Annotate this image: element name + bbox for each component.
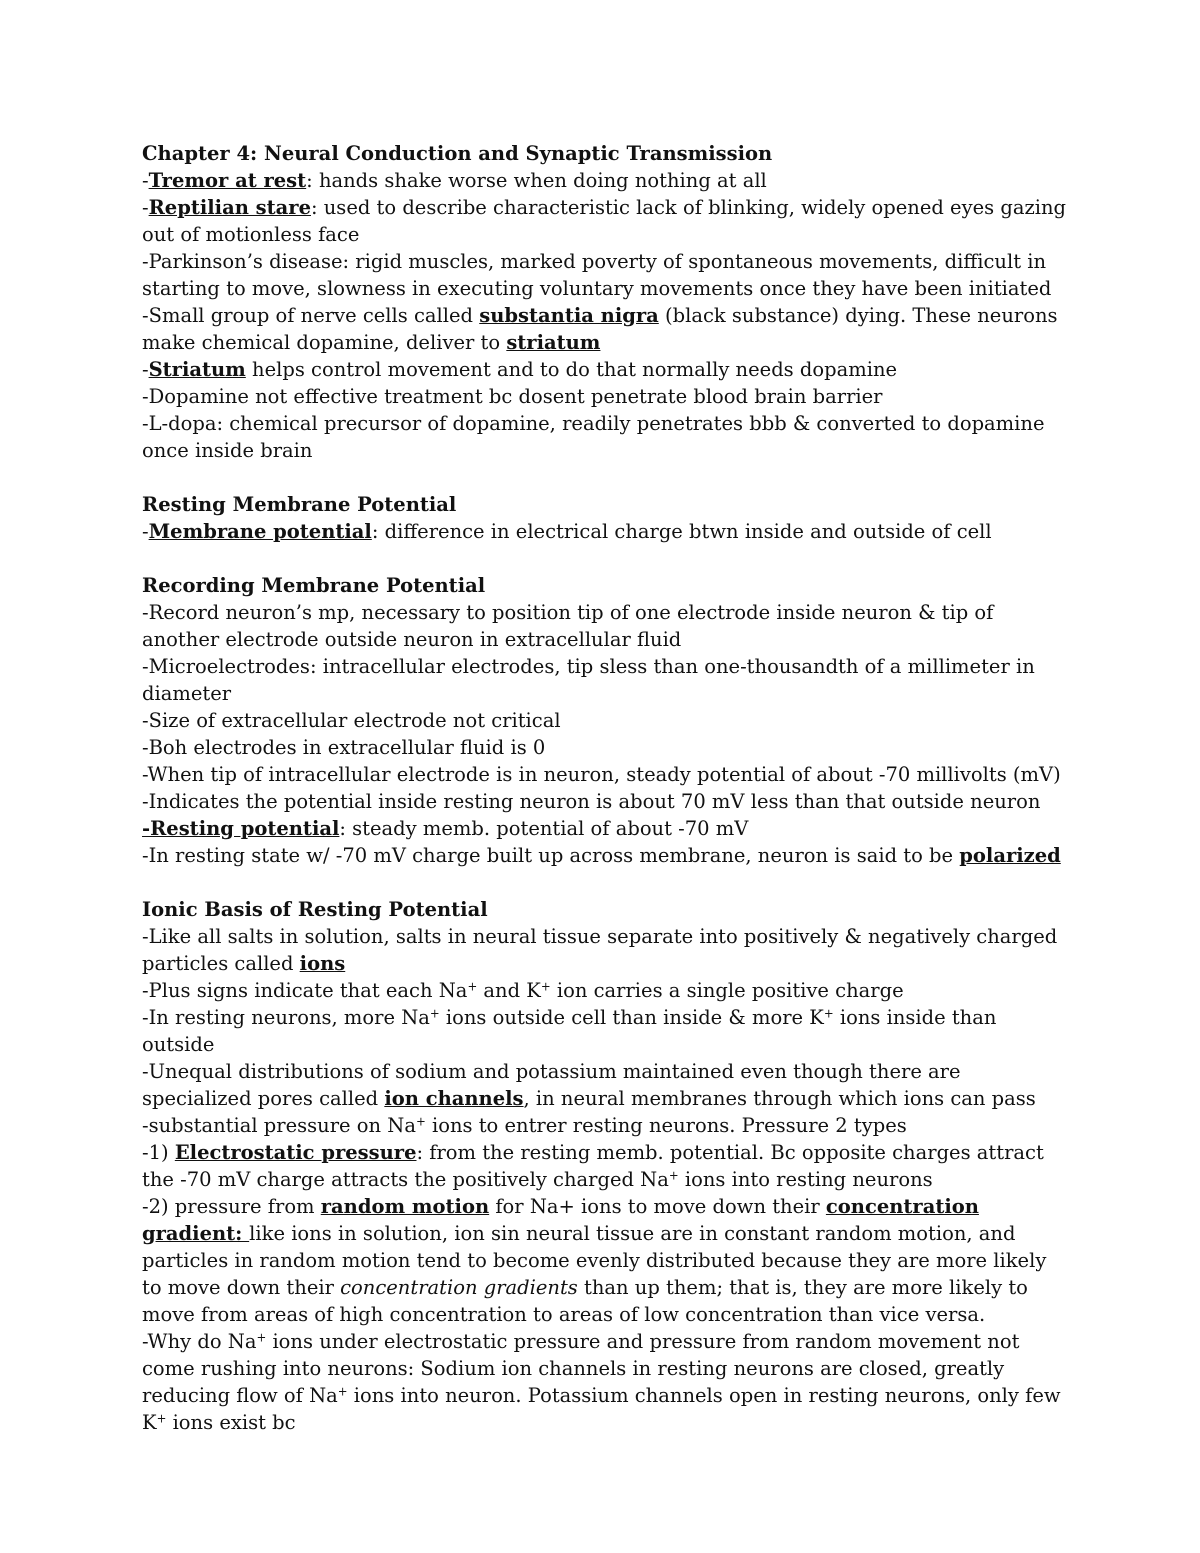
note-line [142, 977, 1072, 1004]
key-term: striatum [506, 331, 601, 354]
note-line [142, 842, 1072, 869]
key-term: Striatum [148, 358, 246, 381]
text-run: -Record neuron’s mp, necessary to position tip of one electrode inside neuron & tip of another electrode outside neuron in extracellular fluid [142, 601, 994, 651]
text-run: : hands shake worse when doing nothing at all [306, 169, 767, 192]
note-line [142, 194, 1072, 248]
text-run: -Parkinson’s disease: rigid muscles, marked poverty of spontaneous movements, difficult in starting to move, slowness in executing voluntary movements once they have been initiated [142, 250, 1052, 300]
text-run: ions exist bc [166, 1411, 296, 1434]
text-run: -In resting state w/ -70 mV charge built up across membrane, neuron is said to be [142, 844, 960, 867]
text-run: -1) [142, 1141, 175, 1164]
section [142, 572, 1072, 869]
key-term: Tremor at rest [148, 169, 307, 192]
superscript-charge: + [337, 1384, 348, 1399]
note-line [142, 599, 1072, 653]
section-heading: Ionic Basis of Resting Potential [142, 898, 488, 921]
text-run: ion carries a single positive charge [550, 979, 904, 1002]
text-run: - [142, 358, 149, 381]
text-run: (black substance) dying. These neurons make chemical dopamine, deliver to [142, 304, 1058, 354]
section [142, 491, 1072, 545]
note-line [142, 815, 1072, 842]
text-run: -Like all salts in solution, salts in neural tissue separate into positively & negatively charged particles called [142, 925, 1058, 975]
italic-text: concentration gradients [340, 1276, 578, 1299]
key-term: substantia nigra [479, 304, 659, 327]
text-run: -Unequal distributions of sodium and potassium maintained even though there are specialized pores called [142, 1060, 961, 1110]
note-line [142, 1193, 1072, 1328]
superscript-charge: + [429, 1006, 440, 1021]
key-term: -Resting potential [142, 817, 340, 840]
text-run: : difference in electrical charge btwn inside and outside of cell [371, 520, 992, 543]
superscript-charge: + [156, 1411, 167, 1426]
text-run: - [142, 196, 149, 219]
text-run: -Boh electrodes in extracellular fluid is 0 [142, 736, 546, 759]
text-run: -Small group of nerve cells called [142, 304, 480, 327]
key-term: Reptilian stare [148, 196, 311, 219]
note-line [142, 356, 1072, 383]
key-term: Electrostatic pressure [174, 1141, 417, 1164]
text-run: , in neural membranes through which ions can pass [523, 1087, 1036, 1110]
text-run: : used to describe characteristic lack of blinking, widely opened eyes gazing out of motionless face [142, 196, 1067, 246]
superscript-charge: + [415, 1114, 426, 1129]
key-term: polarized [959, 844, 1061, 867]
superscript-charge: + [823, 1006, 834, 1021]
note-line [142, 1058, 1072, 1112]
section-heading: Recording Membrane Potential [142, 574, 486, 597]
note-line [142, 248, 1072, 302]
key-term: random motion [320, 1195, 490, 1218]
note-line [142, 788, 1072, 815]
text-run: ions to entrer resting neurons. Pressure 2 types [425, 1114, 907, 1137]
text-run: ions under electrostatic pressure and pressure from random movement not come rushing into neurons: Sodium ion channels in resting neurons are closed, greatly reducing flow of Na [142, 1330, 1020, 1407]
superscript-charge: + [256, 1330, 267, 1345]
text-run: -Plus signs indicate that each Na [142, 979, 468, 1002]
note-line [142, 383, 1072, 410]
text-run: : steady memb. potential of about -70 mV [339, 817, 749, 840]
key-term: concentration gradient: [142, 1195, 979, 1245]
text-run: ions inside than outside [142, 1006, 997, 1056]
key-term: ions [299, 952, 346, 975]
text-run: -In resting neurons, more Na [142, 1006, 430, 1029]
text-run: -When tip of intracellular electrode is in neuron, steady potential of about -70 millivolts (mV) [142, 763, 1061, 786]
key-term: Membrane potential [148, 520, 372, 543]
note-line [142, 518, 1072, 545]
note-line [142, 923, 1072, 977]
note-line [142, 302, 1072, 356]
text-run: ions outside cell than inside & more K [439, 1006, 824, 1029]
superscript-charge: + [540, 979, 551, 994]
section [142, 140, 1072, 464]
text-run: ions into neuron. Potassium channels open in resting neurons, only few K [142, 1384, 1061, 1434]
text-run: -Why do Na [142, 1330, 257, 1353]
note-line [142, 707, 1072, 734]
note-line [142, 734, 1072, 761]
section-heading: Resting Membrane Potential [142, 493, 457, 516]
text-run: like ions in solution, ion sin neural tissue are in constant random motion, and particles in random motion tend to become evenly distributed because they are more likely to move down their [142, 1222, 1047, 1299]
text-run: for Na+ ions to move down their [489, 1195, 826, 1218]
note-line [142, 761, 1072, 788]
text-run: : from the resting memb. potential. Bc opposite charges attract the -70 mV charge attracts the positively charged Na [142, 1141, 1044, 1191]
text-run: - [142, 520, 149, 543]
note-line [142, 1328, 1072, 1436]
text-run: and K [477, 979, 541, 1002]
text-run: -substantial pressure on Na [142, 1114, 416, 1137]
section [142, 896, 1072, 1436]
key-term: ion channels [384, 1087, 524, 1110]
section-heading: Chapter 4: Neural Conduction and Synaptic Transmission [142, 142, 773, 165]
note-line [142, 653, 1072, 707]
superscript-charge: + [467, 979, 478, 994]
text-run: -L-dopa: chemical precursor of dopamine, readily penetrates bbb & converted to dopamine once inside brain [142, 412, 1045, 462]
text-run: -Dopamine not effective treatment bc dosent penetrate blood brain barrier [142, 385, 883, 408]
text-run: - [142, 169, 149, 192]
document-page [142, 140, 1072, 1436]
text-run: -2) pressure from [142, 1195, 321, 1218]
text-run: -Microelectrodes: intracellular electrodes, tip sless than one-thousandth of a millimeter in diameter [142, 655, 1035, 705]
text-run: helps control movement and to do that normally needs dopamine [245, 358, 898, 381]
note-line [142, 167, 1072, 194]
text-run: -Indicates the potential inside resting neuron is about 70 mV less than that outside neuron [142, 790, 1041, 813]
note-line [142, 1139, 1072, 1193]
text-run: -Size of extracellular electrode not critical [142, 709, 561, 732]
text-run: than up them; that is, they are more likely to move from areas of high concentration to areas of low concentration than vice versa. [142, 1276, 1028, 1326]
superscript-charge: + [668, 1168, 679, 1183]
note-line [142, 410, 1072, 464]
note-line [142, 1112, 1072, 1139]
text-run: ions into resting neurons [678, 1168, 933, 1191]
note-line [142, 1004, 1072, 1058]
